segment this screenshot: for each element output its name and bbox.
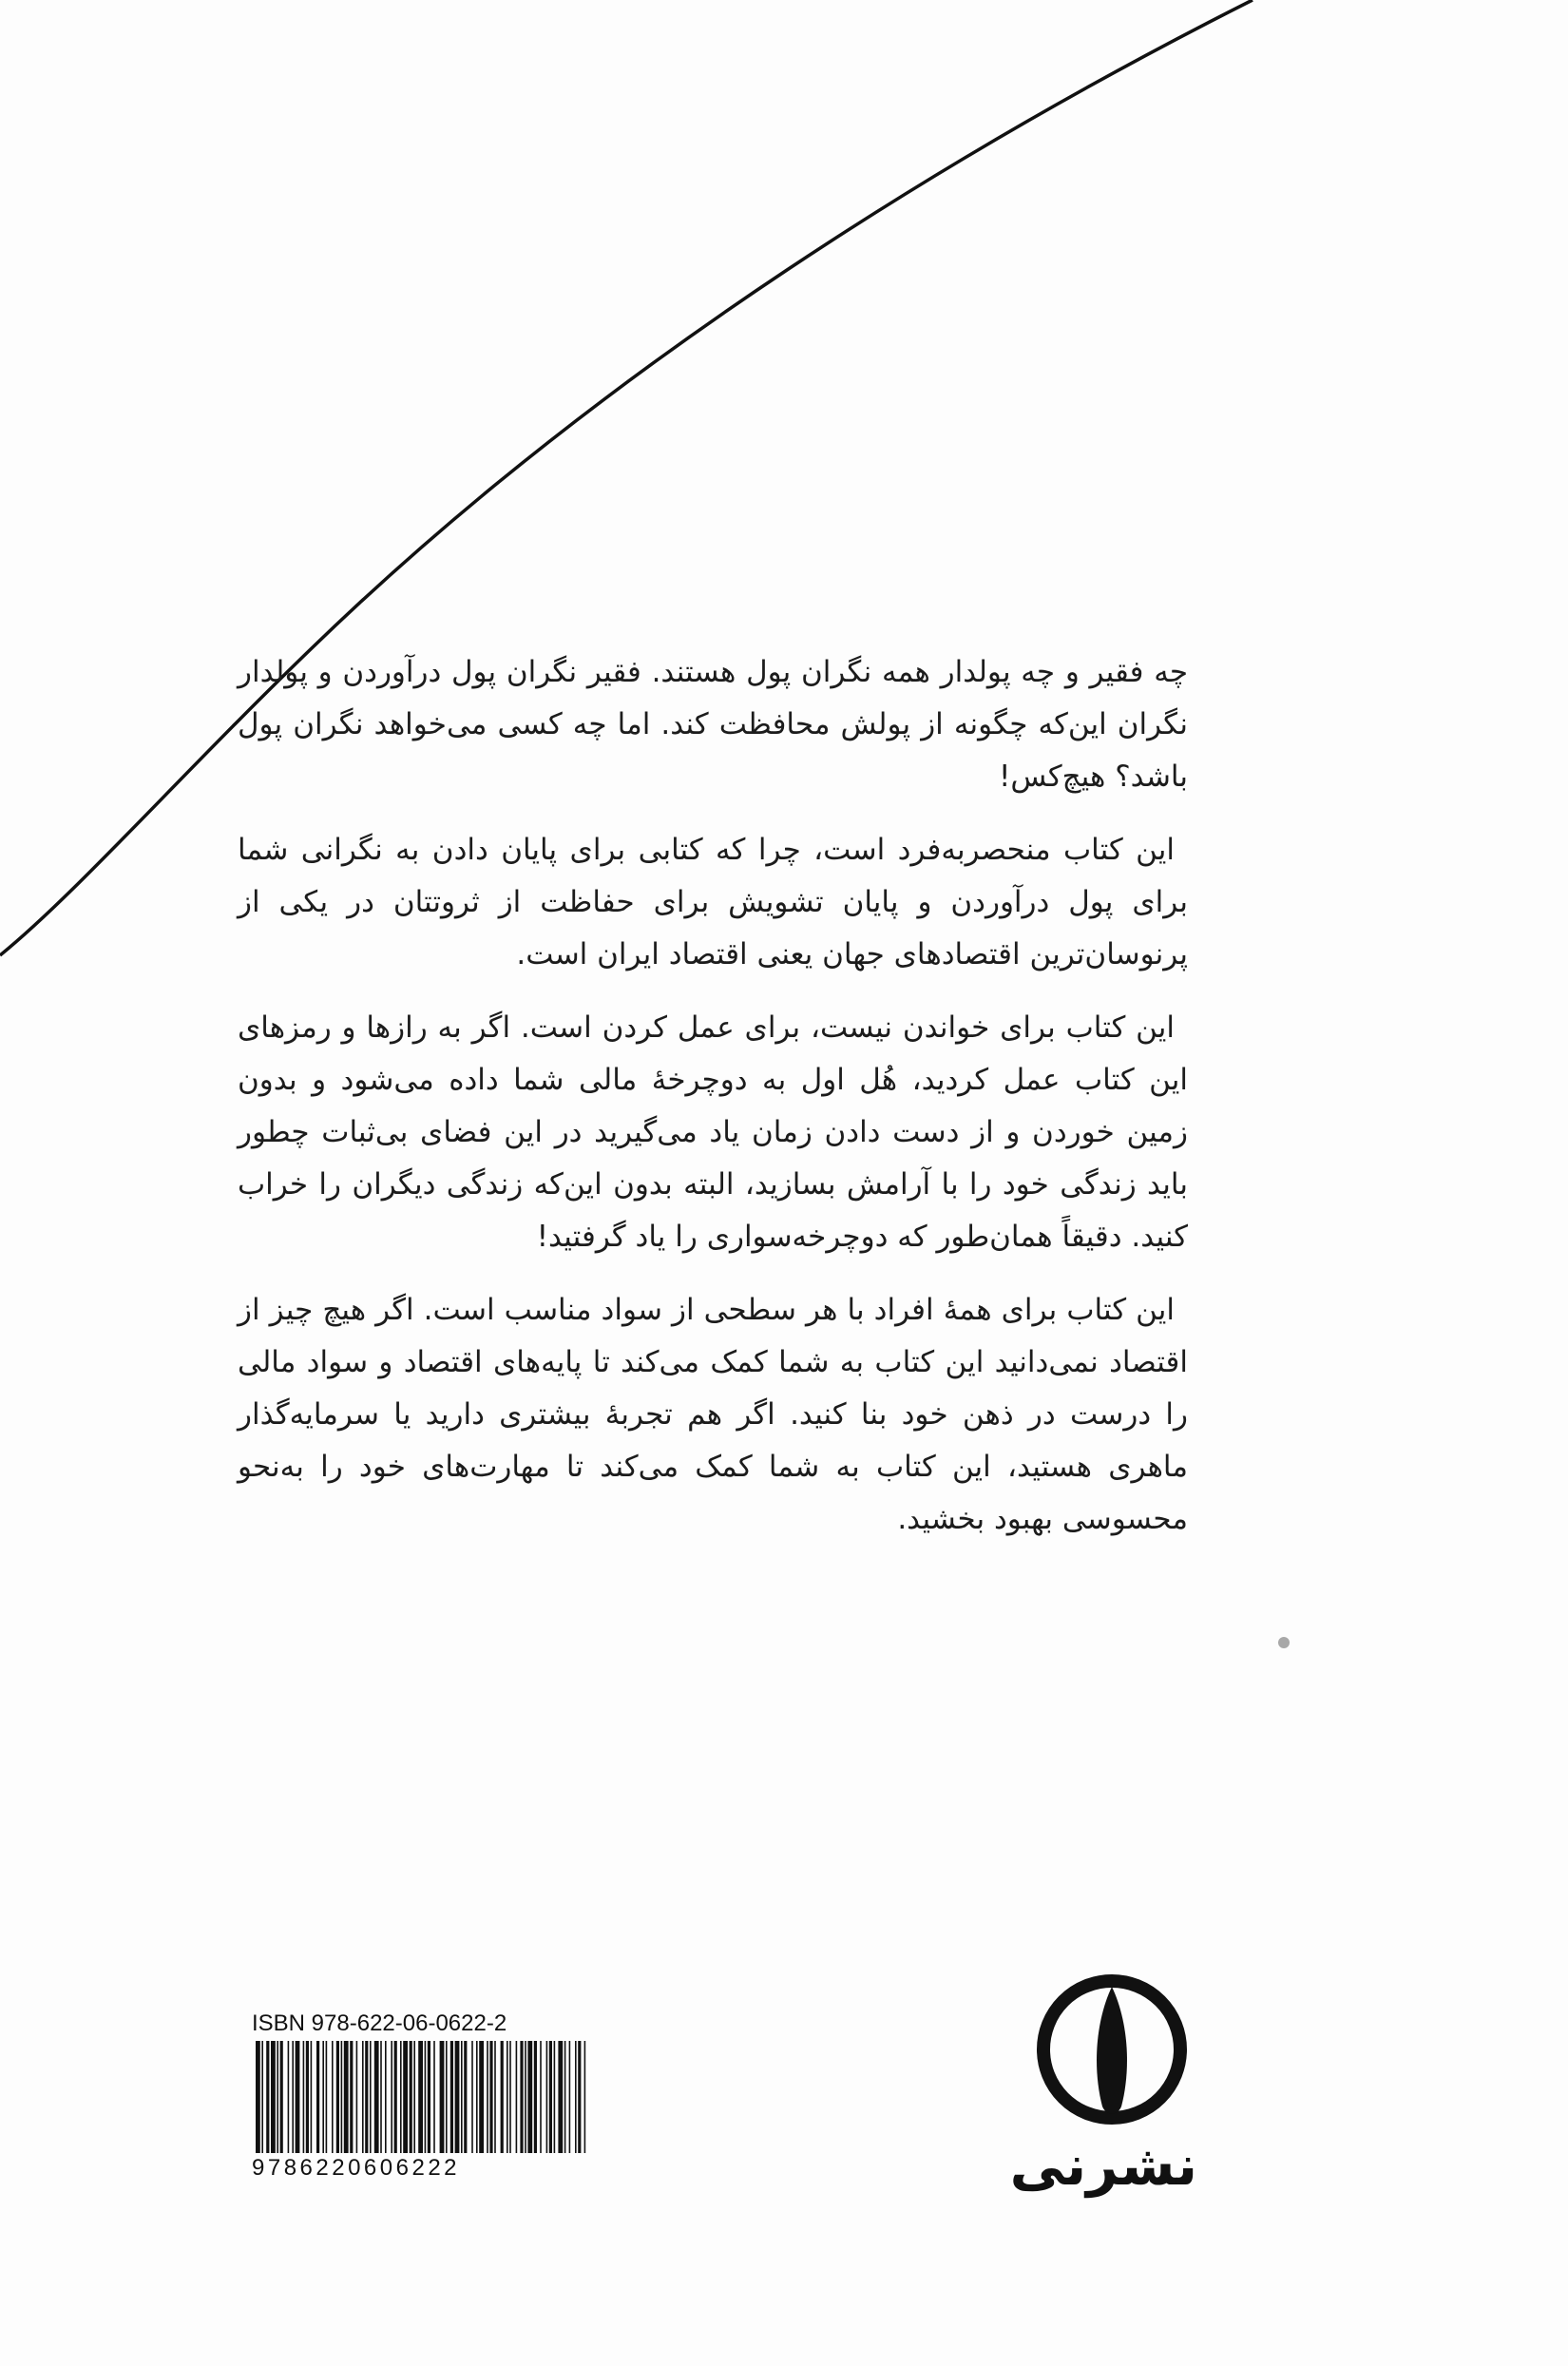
barcode-bar: [280, 2041, 283, 2153]
barcode-bar: [558, 2041, 563, 2153]
barcode-bar: [487, 2041, 488, 2153]
barcode-bar: [350, 2041, 353, 2153]
barcode-bar: [546, 2041, 548, 2153]
blurb-paragraph: این کتاب منحصربه‌فرد است، چرا که کتابی برای پایان دادن به نگرانی شما برای پول درآوردن و پایان تشویش برای حفاظت از ثروتتان در یکی از پرنوسان‌ترین اقتصادهای جهان یعنی اقتصاد ایران است.: [238, 833, 1188, 971]
barcode-bar: [356, 2041, 358, 2153]
barcode-bar: [471, 2041, 473, 2153]
barcode-bar: [564, 2041, 566, 2153]
barcode-bar: [516, 2041, 518, 2153]
blurb-paragraph: این کتاب برای خواندن نیست، برای عمل کردن است. اگر به رازها و رمزهای این کتاب عمل کردید، هُل اول به دوچرخهٔ مالی شما داده می‌شود و بدون زمین خوردن و از دست دادن زمان یاد می‌گیرید در این فضای بی‌ثبات چطور باید زندگی خود را با آرامش بسازید، البته بدون این‌که زندگی دیگران را خراب کنید. دقیقاً همان‌طور که دوچرخه‌سواری را یاد گرفتید!: [238, 1010, 1188, 1254]
barcode-bar: [425, 2041, 427, 2153]
barcode-bar: [578, 2041, 581, 2153]
barcode-bar: [527, 2041, 532, 2153]
barcode-bar: [450, 2041, 453, 2153]
barcode-bar: [428, 2041, 430, 2153]
barcode-bar: [400, 2041, 402, 2153]
barcode-bar: [344, 2041, 349, 2153]
barcode-bar: [489, 2041, 492, 2153]
barcode-bar: [261, 2041, 263, 2153]
isbn-label: ISBN 978-622-06-0622-2: [252, 2010, 507, 2036]
blurb-text: [238, 646, 1188, 1567]
barcode-bar: [440, 2041, 445, 2153]
barcode-bar: [394, 2041, 397, 2153]
barcode-bar: [311, 2041, 313, 2153]
publisher-logo: [1009, 1966, 1197, 2222]
barcode-bar: [455, 2041, 460, 2153]
barcode-bar: [271, 2041, 276, 2153]
barcode-bar: [332, 2041, 334, 2153]
barcode-bar: [509, 2041, 511, 2153]
barcode-bar: [507, 2041, 508, 2153]
barcode-bar: [266, 2041, 269, 2153]
barcode-bar: [479, 2041, 484, 2153]
barcode-bar: [277, 2041, 278, 2153]
barcode-bar: [476, 2041, 478, 2153]
barcode-bar: [464, 2041, 467, 2153]
barcode-bar: [403, 2041, 408, 2153]
barcode-bar: [370, 2041, 372, 2153]
barcode-bar: [322, 2041, 324, 2153]
barcode-bar: [303, 2041, 305, 2153]
barcode-bar: [584, 2041, 586, 2153]
barcode-bar: [341, 2041, 343, 2153]
barcode-bar: [418, 2041, 423, 2153]
barcode-bar: [520, 2041, 523, 2153]
barcode-bar: [446, 2041, 448, 2153]
barcode-bar: [362, 2041, 364, 2153]
reed-in-circle-icon: [1026, 1966, 1197, 2137]
barcode-digits: 9786220606222: [252, 2155, 461, 2181]
barcode-bar: [374, 2041, 379, 2153]
barcode-bar: [385, 2041, 387, 2153]
barcode-bar: [256, 2041, 260, 2153]
barcode-bar: [540, 2041, 542, 2153]
barcode-bar: [433, 2041, 435, 2153]
barcode-bar: [326, 2041, 328, 2153]
barcode-bar: [365, 2041, 368, 2153]
barcode-bar: [306, 2041, 309, 2153]
barcode-bar: [525, 2041, 526, 2153]
blurb-paragraph: چه فقیر و چه پولدار همه نگران پول هستند. فقیر نگران پول درآوردن و پولدار نگران این‌که چگونه از پولش محافظت کند. اما چه کسی می‌خواهد نگران پول باشد؟ هیچ‌کس!: [238, 655, 1188, 794]
barcode-bar: [534, 2041, 537, 2153]
barcode-bar: [461, 2041, 463, 2153]
barcode-bar: [554, 2041, 556, 2153]
publisher-name: نشرنی: [1009, 2133, 1197, 2198]
isbn-barcode: [252, 2010, 589, 2186]
barcode-bar: [501, 2041, 504, 2153]
print-speck: [1278, 1637, 1290, 1648]
barcode-bar: [569, 2041, 571, 2153]
blurb-paragraph: این کتاب برای همهٔ افراد با هر سطحی از سواد مناسب است. اگر هیچ چیز از اقتصاد نمی‌دانید این کتاب به شما کمک می‌کند تا پایه‌های اقتصاد و سواد مالی را درست در ذهن خود بنا کنید. اگر هم تجربهٔ بیشتری دارید یا سرمایه‌گذار ماهری هستید، این کتاب به شما کمک می‌کند تا مهارت‌های خود را به‌نحو محسوسی بهبود بخشید.: [238, 1293, 1188, 1536]
barcode-bar: [575, 2041, 577, 2153]
barcode-bars: [252, 2041, 589, 2155]
barcode-bar: [288, 2041, 290, 2153]
barcode-bar: [549, 2041, 552, 2153]
barcode-bar: [410, 2041, 412, 2153]
barcode-bar: [292, 2041, 294, 2153]
barcode-bar: [316, 2041, 319, 2153]
barcode-bar: [336, 2041, 339, 2153]
barcode-bar: [380, 2041, 382, 2153]
barcode-bar: [413, 2041, 415, 2153]
barcode-bar: [296, 2041, 300, 2153]
barcode-bar: [391, 2041, 392, 2153]
barcode-bar: [494, 2041, 496, 2153]
